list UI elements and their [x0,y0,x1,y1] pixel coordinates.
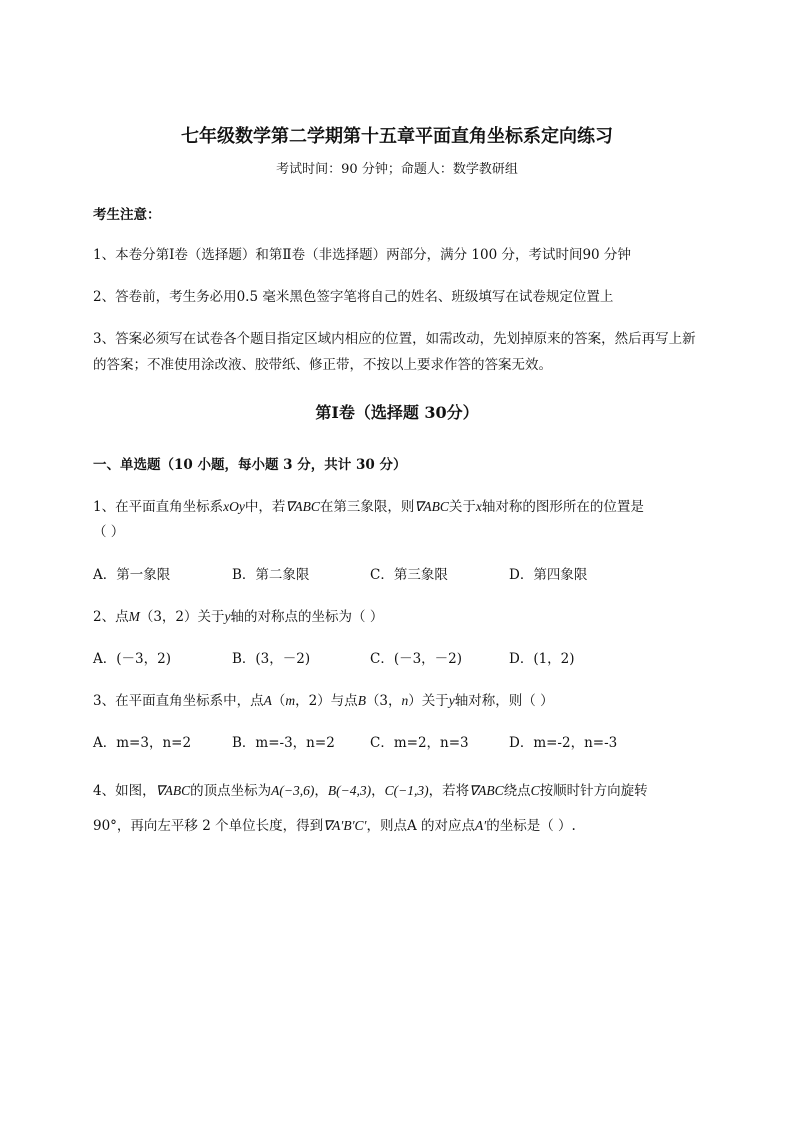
q1-option-d[interactable]: D．第四象限 [509,567,588,583]
q4-text: 的坐标是（ ）. [486,818,576,834]
q1-text: 关于 [448,499,476,515]
q3-option-a[interactable]: A．m=3，n=2 [93,735,192,751]
q1-var: ∇ABC [285,499,320,514]
q3-text: （ [271,693,286,709]
q1-option-c[interactable]: C．第三象限 [370,567,448,583]
q3-var: n [401,693,409,708]
q3-var: m [285,693,296,708]
q3-option-c[interactable]: C．m=2，n=3 [370,735,469,751]
q3-option-d[interactable]: D．m=-2，n=-3 [509,735,618,751]
q1-text: 在第三象限，则 [319,499,415,515]
q2-var: y [224,609,231,624]
q4-var: A(−3,6) [271,783,315,798]
q2-text: 轴的对称点的坐标为（ ） [230,609,384,625]
question-2 [93,605,383,625]
q3-text: ）关于 [408,693,449,709]
q4-text: 90°，再向左平移 2 个单位长度，得到 [93,818,324,834]
q2-option-b[interactable]: B．(3，－2) [232,651,311,667]
q4-text: 4、如图， [93,783,156,799]
notice-heading: 考生注意： [93,207,161,223]
q3-option-b[interactable]: B．m=-3，n=2 [232,735,335,751]
notice-item-2: 2、答卷前，考生务必用0.5 毫米黑色签字笔将自己的姓名、班级填写在试卷规定位置上 [93,289,614,305]
q2-var: M [128,609,140,624]
q4-var: C [530,783,540,798]
q4-var: ∇ABC [469,783,504,798]
notice-item-3-cont: 的答案；不准使用涂改液、胶带纸、修正带，不按以上要求作答的答案无效。 [93,357,552,373]
q4-text: 按顺时针方向旋转 [539,783,648,799]
question-4 [93,779,648,799]
q4-var: ∇A′B′C′ [323,818,367,833]
q1-option-b[interactable]: B．第二象限 [232,567,310,583]
q2-option-a[interactable]: A．(－3，2) [93,651,171,667]
q1-text: 1、在平面直角坐标系 [93,499,224,515]
q4-text: ， [314,783,328,799]
q2-text: （3，2）关于 [139,609,225,625]
q3-var: A [263,693,272,708]
q3-var: B [357,693,366,708]
q3-text: （3， [365,693,402,709]
q4-text: ， [371,783,385,799]
q1-var: x [475,499,482,514]
q4-text: 绕点 [503,783,531,799]
q3-text: 轴对称，则（ ） [454,693,554,709]
q1-option-a[interactable]: A．第一象限 [93,567,171,583]
q4-var: A′ [475,818,487,833]
exam-info: 考试时间：90 分钟；命题人：数学教研组 [276,162,518,177]
q4-text: ，则点A 的对应点 [366,818,476,834]
q4-text: 的顶点坐标为 [190,783,272,799]
section-title: 第Ⅰ卷（选择题 30分） [315,403,479,422]
q2-text: 2、点 [93,609,129,625]
q2-option-c[interactable]: C．(－3，－2) [370,651,463,667]
q4-text: ，若将 [428,783,470,799]
q3-text: 3、在平面直角坐标系中，点 [93,693,264,709]
question-1 [93,495,644,515]
q4-var: B(−4,3) [327,783,372,798]
page-title: 七年级数学第二学期第十五章平面直角坐标系定向练习 [181,126,613,147]
question-4-cont [93,814,576,834]
notice-item-1: 1、本卷分第Ⅰ卷（选择题）和第Ⅱ卷（非选择题）两部分，满分 100 分，考试时间90 分钟 [93,247,631,263]
q4-var: ∇ABC [155,783,191,798]
q4-var: C(−1,3) [384,783,429,798]
notice-item-3: 3、答案必须写在试卷各个题目指定区域内相应的位置，如需改动，先划掉原来的答案，然后再写上新 [93,331,696,347]
q3-var: y [448,693,455,708]
question-3 [93,689,554,709]
q1-text: 中，若 [244,499,286,515]
part-heading: 一、单选题（10 小题，每小题 3 分，共计 30 分） [93,457,407,473]
q1-answer-bracket: （ ） [93,524,125,540]
q3-text: ，2）与点 [295,693,358,709]
q1-text: 轴对称的图形所在的位置是 [481,499,644,515]
q2-option-d[interactable]: D．(1，2) [509,651,575,667]
q1-var: ∇ABC [414,499,449,514]
q1-var: xOy [223,499,245,514]
